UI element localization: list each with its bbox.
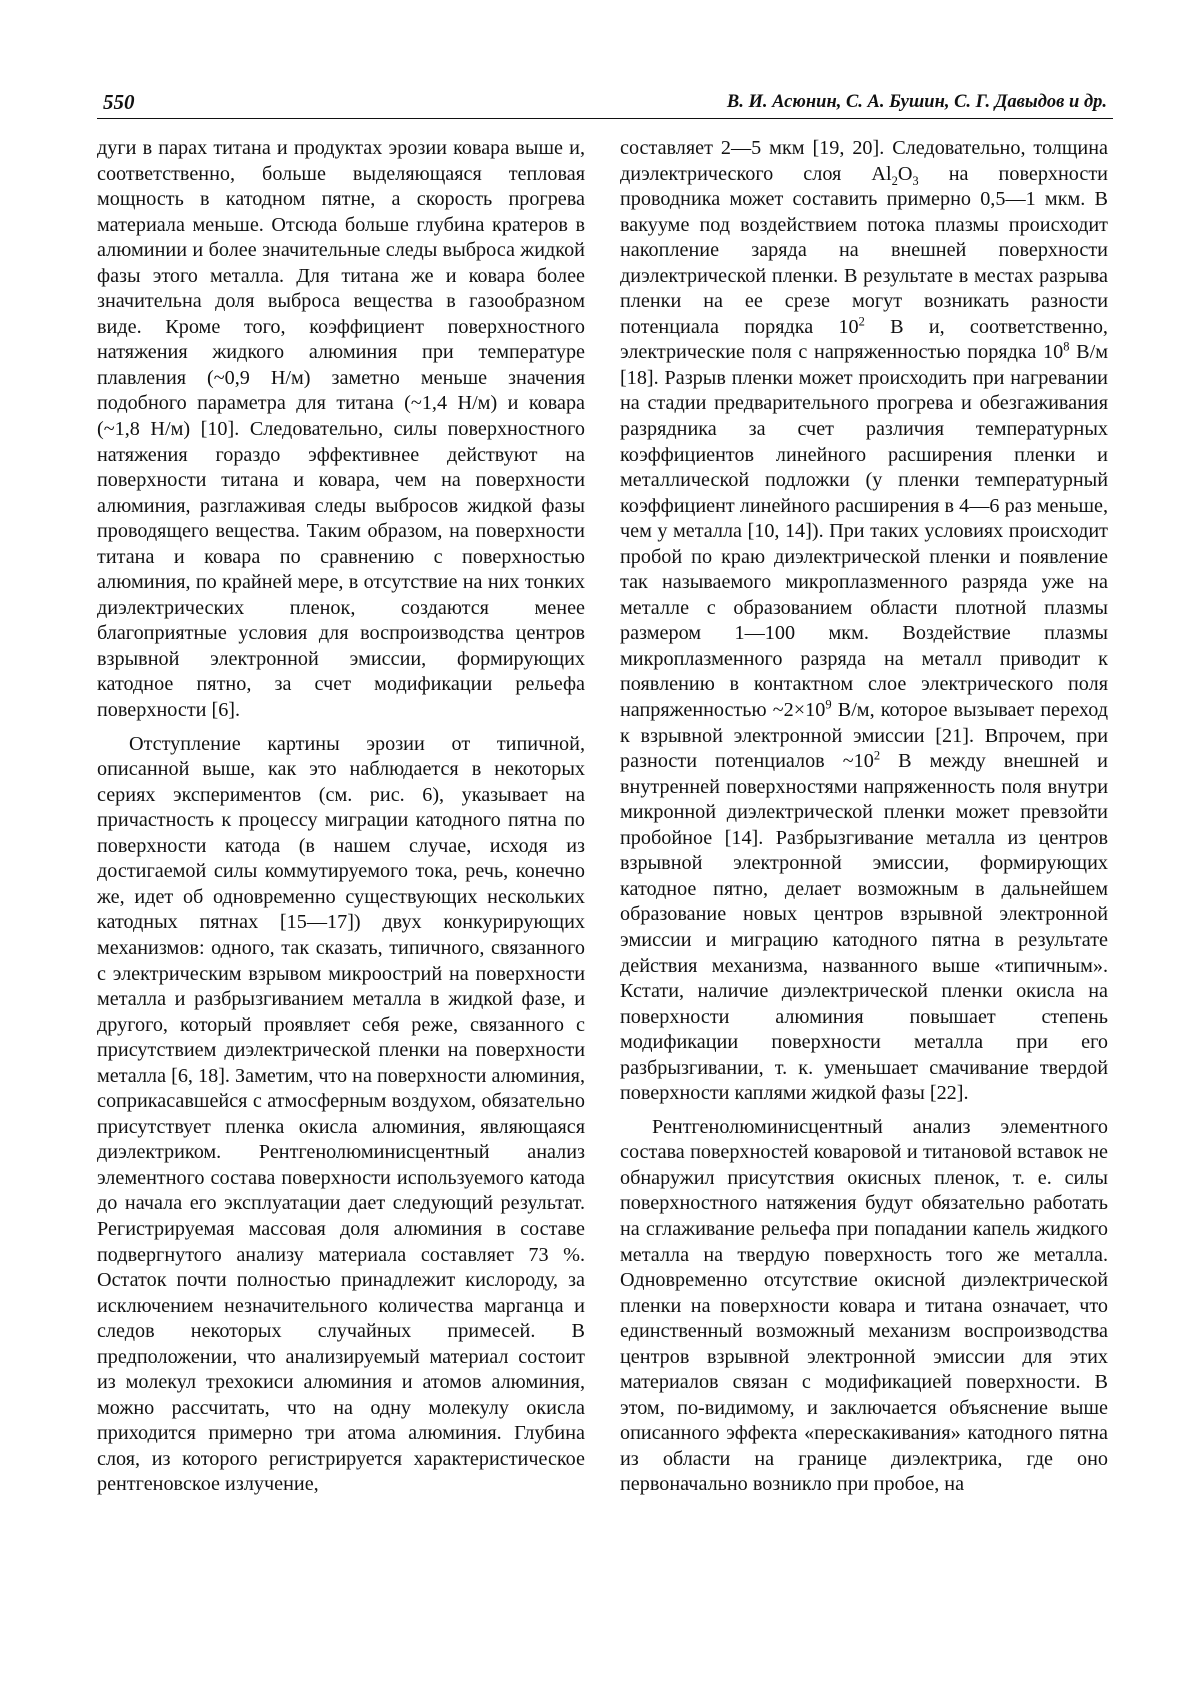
right-column bbox=[620, 136, 1108, 1498]
page-number: 550 bbox=[103, 90, 135, 114]
superscript: 9 bbox=[825, 697, 832, 712]
superscript: 2 bbox=[873, 748, 881, 763]
left-paragraph-2: Отступление картины эрозии от типичной, описанной выше, как это наблюдается в некоторых сериях экспериментов (см. рис. 6), указывает на причастность к процессу миграции катодного пятна по поверхности катода (в нашем случае, исходя из достигаемой силы коммутируемого тока, речь, конечно же, идет об одновременно существующих нескольких катодных пятнах [15—17]) двух конкурирующих механизмов: одного, так сказать, типичного, связанного с электрическим взрывом микроострий на поверхности металла и разбрызгиванием металла в жидкой фазе, и другого, который проявляет себя реже, связанного с присутствием диэлектрической пленки на поверхности металла [6, 18]. Заметим, что на поверхности алюминия, соприкасавшейся с атмосферным воздухом, обязательно присутствует пленка окисла алюминия, являющаяся диэлектриком. Рентгенолюминисцентный анализ элементного состава поверхности используемого катода до начала его эксплуатации дает следующий результат. Регистрируемая массовая доля алюминия в составе подвергнутого анализу материала составляет 73 %. Остаток почти полностью принадлежит кислороду, за исключением незначительного количества марганца и следов некоторых случайных примесей. В предположении, что анализируемый материал состоит из молекул трехокиси алюминия и атомов алюминия, можно рассчитать, что на одну молекулу окисла приходится примерно три атома алюминия. Глубина слоя, из которого регистрируется характеристическое рентгеновское излучение, bbox=[97, 732, 586, 1496]
running-authors: В. И. Асюнин, С. А. Бушин, С. Г. Давыдов и др. bbox=[726, 92, 1107, 112]
text-run: на поверхности проводника может составить примерно 0,5—1 мкм. В вакууме под воздействием потока плазмы происходит накопление заряда на внешней поверхности диэлектрической пленки. В результате в местах разрыва пленки на ее срезе могут возникать разности потенциала порядка 10 bbox=[620, 162, 1108, 338]
text-run: В между внешней и внутренней поверхностями напряженность поля внутри микронной диэлектрической пленки может превзойти пробойное [14]. Разбрызгивание металла из центров взрывной электронной эмиссии, формирующих катодное пятно, делает возможным в дальнейшем образование новых центров взрывной электронной эмиссии и миграцию катодного пятна в результате действия механизма, названного выше «типичным». Кстати, наличие диэлектрической пленки окисла на поверхности алюминия повышает степень модификации поверхности металла при его разбрызгивании, т. к. уменьшает смачивание твердой поверхности каплями жидкой фазы [22]. bbox=[620, 750, 1108, 1105]
text-run: составляет 2—5 мкм [19, 20]. Следовательно, толщина диэлектрического слоя Al bbox=[620, 137, 1108, 185]
text-run: В и, соответственно, электрические поля с напряженностью порядка 10 bbox=[620, 315, 1108, 364]
right-paragraph-1 bbox=[620, 136, 1108, 1107]
superscript: 8 bbox=[1063, 339, 1070, 354]
running-header bbox=[97, 88, 1113, 119]
right-paragraph-2: Рентгенолюминисцентный анализ элементного состава поверхностей коваровой и титановой вставок не обнаружил присутствия окисных пленок, т. е. силы поверхностного натяжения будут обязательно работать на сглаживание рельефа при попадании капель жидкого металла на твердую поверхность того же металла. Одновременно отсутствие окисной диэлектрической пленки на поверхности ковара и титана означает, что единственный возможный механизм воспроизводства центров взрывной электронной эмиссии для этих материалов связан с модификацией поверхности. В этом, по-видимому, и заключается объяснение выше описанного эффекта «перескакивания» катодного пятна из области на границе диэлектрика, где оно первоначально возникло при пробое, на bbox=[620, 1115, 1108, 1496]
subscript: 2 bbox=[891, 173, 898, 188]
text-run: В/м, которое вызывает переход к взрывной электронной эмиссии [21]. Впрочем, при разности потенциалов ~10 bbox=[620, 699, 1108, 773]
text-run: В/м [18]. Разрыв пленки может происходить при нагревании на стадии предварительного прогрева и обезгаживания разрядника за счет различия температурных коэффициентов линейного расширения пленки и металлической подложки (у пленки температурный коэффициент линейного расширения в 4—6 раз меньше, чем у металла [10, 14]). При таких условиях происходит пробой по краю диэлектрической пленки и появление так называемого микроплазменного разряда уже на металле с образованием области плотной плазмы размером 1—100 мкм. Воздействие плазмы микроплазменного разряда на металл приводит к появлению в контактном слое электрического поля напряженностью ~2×10 bbox=[620, 341, 1108, 722]
text-run: O bbox=[897, 162, 913, 185]
left-column bbox=[97, 136, 585, 1498]
superscript: 2 bbox=[858, 314, 865, 329]
left-paragraph-1: дуги в парах титана и продуктах эрозии ковара выше и, соответственно, больше выделяющаяся тепловая мощность в катодном пятне, а скорость прогрева материала меньше. Отсюда больше глубина кратеров в алюминии и более значительные следы выброса жидкой фазы этого металла. Для титана же и ковара более значительна доля выброса вещества в газообразном виде. Кроме того, коэффициент поверхностного натяжения жидкого алюминия при температуре плавления (~0,9 Н/м) заметно меньше значения подобного параметра для титана (~1,4 Н/м) и ковара (~1,8 Н/м) [10]. Следовательно, силы поверхностного натяжения гораздо эффективнее действуют на поверхности титана и ковара, чем на поверхности алюминия, разглаживая следы выбросов жидкой фазы проводящего вещества. Таким образом, на поверхности титана и ковара по сравнению с поверхностью алюминия, по крайней мере, в отсутствие на них тонких диэлектрических пленок, создаются менее благоприятные условия для воспроизводства центров взрывной электронной эмиссии, формирующих катодное пятно, за счет модификации рельефа поверхности [6]. bbox=[97, 137, 585, 722]
subscript: 3 bbox=[912, 173, 919, 188]
